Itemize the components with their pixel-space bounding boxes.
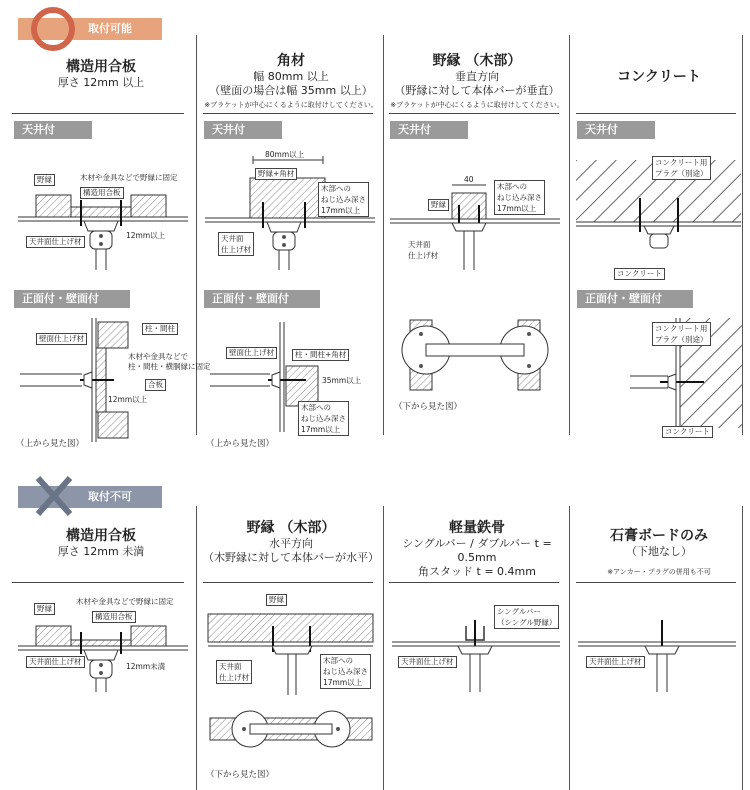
label-depth-a: 木部への bbox=[301, 403, 331, 412]
title-rule bbox=[576, 582, 736, 583]
ok-banner-label: 取付可能 bbox=[88, 22, 132, 35]
col-heading: 構造用合板 bbox=[66, 59, 136, 75]
caption-top-view: （上から見た図） bbox=[16, 439, 85, 449]
label-depth bbox=[320, 654, 371, 689]
label-plug-b: プラグ（別途） bbox=[655, 335, 708, 344]
label-depth-b: ねじ込み深さ bbox=[301, 414, 346, 423]
col-heading: コンクリート bbox=[617, 69, 701, 85]
col-sub: 水平方向 bbox=[269, 537, 313, 550]
label-plywood: 構造用合板 bbox=[92, 611, 136, 623]
col-sub: （木野縁に対して本体バーが水平） bbox=[203, 551, 379, 564]
title-rule bbox=[12, 582, 184, 583]
label-concrete: コンクリート bbox=[614, 268, 665, 280]
col-note: ※ブラケットが中心にくるように取付けしてください。 bbox=[204, 101, 378, 109]
col-title-ok-2 bbox=[198, 50, 384, 110]
col-heading: 構造用合板 bbox=[66, 528, 136, 544]
divider bbox=[742, 35, 743, 435]
label-single-bar-b: （シングル野縁） bbox=[497, 618, 557, 627]
section-wall: 正面付・壁面付 bbox=[204, 290, 320, 308]
col-note: ※ブラケットが中心にくるように取付けしてください。 bbox=[390, 101, 564, 109]
label-depth-a: 木部への bbox=[321, 184, 351, 193]
label-depth bbox=[298, 401, 349, 436]
label-plug-b: プラグ（別途） bbox=[655, 169, 708, 178]
col-title-ng-3 bbox=[384, 517, 570, 579]
label-ceiling-b: 仕上げ材 bbox=[221, 245, 251, 254]
divider bbox=[196, 506, 197, 790]
label-ceiling-a: 天井面 bbox=[219, 662, 242, 671]
label-ceiling-b: 仕上げ材 bbox=[219, 673, 249, 682]
col-sub: （野縁に対して本体バーが垂直） bbox=[394, 84, 560, 97]
col-sub: 垂直方向 bbox=[455, 70, 499, 83]
col-sub: 角スタッド t = 0.4mm bbox=[418, 565, 536, 578]
label-fix-note: 木材や金具などで野縁に固定 bbox=[76, 597, 174, 606]
diagram-gypsum-only bbox=[578, 612, 736, 692]
label-plug-a: コンクリート用 bbox=[655, 324, 708, 333]
label-pillar-kakuzai: 柱・間柱+角材 bbox=[292, 349, 349, 361]
label-depth-b: ねじ込み深さ bbox=[321, 195, 366, 204]
diagram-noen-horizontal-bottom bbox=[210, 706, 372, 752]
label-ceiling bbox=[218, 232, 254, 256]
label-12mm: 12mm以上 bbox=[126, 231, 166, 240]
label-depth-c: 17mm以上 bbox=[497, 204, 537, 213]
caption-bottom-view: （下から見た図） bbox=[394, 402, 463, 412]
col-title-ng-4 bbox=[566, 525, 750, 577]
col-heading: 角材 bbox=[277, 53, 305, 69]
label-wall-fix-a: 木材や金具などで bbox=[128, 352, 188, 361]
title-rule bbox=[203, 113, 373, 114]
col-sub: （壁面の場合は幅 35mm 以上） bbox=[209, 84, 373, 97]
label-40: 40 bbox=[464, 175, 474, 184]
label-concrete: コンクリート bbox=[662, 426, 713, 438]
label-depth bbox=[494, 180, 545, 215]
label-depth-c: 17mm以上 bbox=[323, 678, 363, 687]
label-plug-a: コンクリート用 bbox=[655, 158, 708, 167]
label-wall-finish: 壁面仕上げ材 bbox=[226, 347, 277, 359]
label-ceiling-a: 天井面 bbox=[221, 234, 244, 243]
col-title-ok-4 bbox=[566, 66, 750, 86]
title-rule bbox=[203, 582, 373, 583]
title-rule bbox=[389, 113, 559, 114]
label-80mm: 80mm以上 bbox=[265, 150, 305, 159]
label-ceiling-finish: 天井面仕上げ材 bbox=[586, 656, 645, 668]
col-heading: 野縁 （木部） bbox=[246, 520, 336, 536]
section-wall: 正面付・壁面付 bbox=[577, 290, 693, 308]
label-wall-finish: 壁面仕上げ材 bbox=[36, 333, 87, 345]
col-title-ok-1 bbox=[8, 56, 194, 90]
label-ceiling-b: 仕上げ材 bbox=[408, 251, 438, 260]
label-depth-a: 木部への bbox=[497, 182, 527, 191]
label-single-bar bbox=[494, 605, 559, 629]
label-noen: 野縁 bbox=[34, 603, 55, 615]
diagram-noen-bottom-view bbox=[396, 310, 556, 390]
title-rule bbox=[576, 113, 736, 114]
col-sub: 厚さ 12mm 以上 bbox=[57, 76, 145, 89]
label-fix-note: 木材や金具などで野縁に固定 bbox=[80, 173, 178, 182]
label-ceiling bbox=[408, 239, 438, 261]
col-heading: 軽量鉄骨 bbox=[449, 520, 505, 536]
label-12mm-under: 12mm未満 bbox=[126, 662, 166, 671]
col-title-ng-1 bbox=[8, 525, 194, 559]
col-title-ok-3 bbox=[384, 50, 570, 110]
label-12mm: 12mm以上 bbox=[108, 395, 148, 404]
title-rule bbox=[12, 113, 184, 114]
caption-top-view: （上から見た図） bbox=[206, 439, 275, 449]
section-ceiling: 天井付 bbox=[390, 121, 468, 139]
title-rule bbox=[389, 582, 559, 583]
label-wall-fix bbox=[128, 352, 211, 372]
section-ceiling: 天井付 bbox=[577, 121, 655, 139]
label-ceiling-finish: 天井面仕上げ材 bbox=[26, 656, 85, 668]
label-single-bar-a: シングルバー bbox=[497, 607, 541, 616]
section-ceiling: 天井付 bbox=[204, 121, 282, 139]
label-depth-c: 17mm以上 bbox=[321, 206, 361, 215]
label-noen: 野縁 bbox=[34, 174, 55, 186]
label-depth-b: ねじ込み深さ bbox=[497, 193, 542, 202]
col-note: ※アンカー・プラグの併用も不可 bbox=[607, 568, 711, 576]
section-wall: 正面付・壁面付 bbox=[14, 290, 130, 308]
col-title-ng-2 bbox=[198, 517, 384, 565]
caption-bottom-view: （下から見た図） bbox=[206, 770, 275, 780]
circle-ok-icon bbox=[30, 6, 76, 52]
cross-ng-icon bbox=[34, 474, 74, 518]
divider bbox=[196, 35, 197, 435]
label-concrete-plug bbox=[652, 322, 711, 346]
col-heading: 石膏ボードのみ bbox=[610, 528, 708, 544]
col-sub: （下地なし） bbox=[626, 545, 692, 558]
col-sub: 幅 80mm 以上 bbox=[253, 70, 329, 83]
label-plywood: 構造用合板 bbox=[80, 187, 124, 199]
col-heading: 野縁 （木部） bbox=[432, 53, 522, 69]
label-concrete-plug bbox=[652, 156, 711, 180]
section-ceiling: 天井付 bbox=[14, 121, 92, 139]
label-depth bbox=[318, 182, 369, 217]
label-wall-fix-b: 柱・間柱・横胴縁に固定 bbox=[128, 362, 211, 371]
label-noen-kakuzai: 野縁+角材 bbox=[255, 168, 297, 180]
label-ceiling-a: 天井面 bbox=[408, 240, 431, 249]
label-depth-b: ねじ込み深さ bbox=[323, 667, 368, 676]
col-sub: 厚さ 12mm 未満 bbox=[57, 545, 145, 558]
ng-banner-label: 取付不可 bbox=[88, 490, 132, 503]
label-depth-c: 17mm以上 bbox=[301, 425, 341, 434]
label-35mm: 35mm以上 bbox=[322, 376, 362, 385]
col-sub: シングルバー / ダブルバー t = 0.5mm bbox=[402, 537, 552, 564]
label-noen: 野縁 bbox=[266, 594, 287, 606]
label-ceiling-finish: 天井面仕上げ材 bbox=[26, 236, 85, 248]
label-ceiling-finish: 天井面仕上げ材 bbox=[398, 656, 457, 668]
label-pillar: 柱・間柱 bbox=[142, 323, 178, 335]
label-depth-a: 木部への bbox=[323, 656, 353, 665]
label-noen: 野縁 bbox=[428, 199, 449, 211]
label-gouban: 合板 bbox=[145, 379, 166, 391]
label-ceiling bbox=[216, 660, 252, 684]
